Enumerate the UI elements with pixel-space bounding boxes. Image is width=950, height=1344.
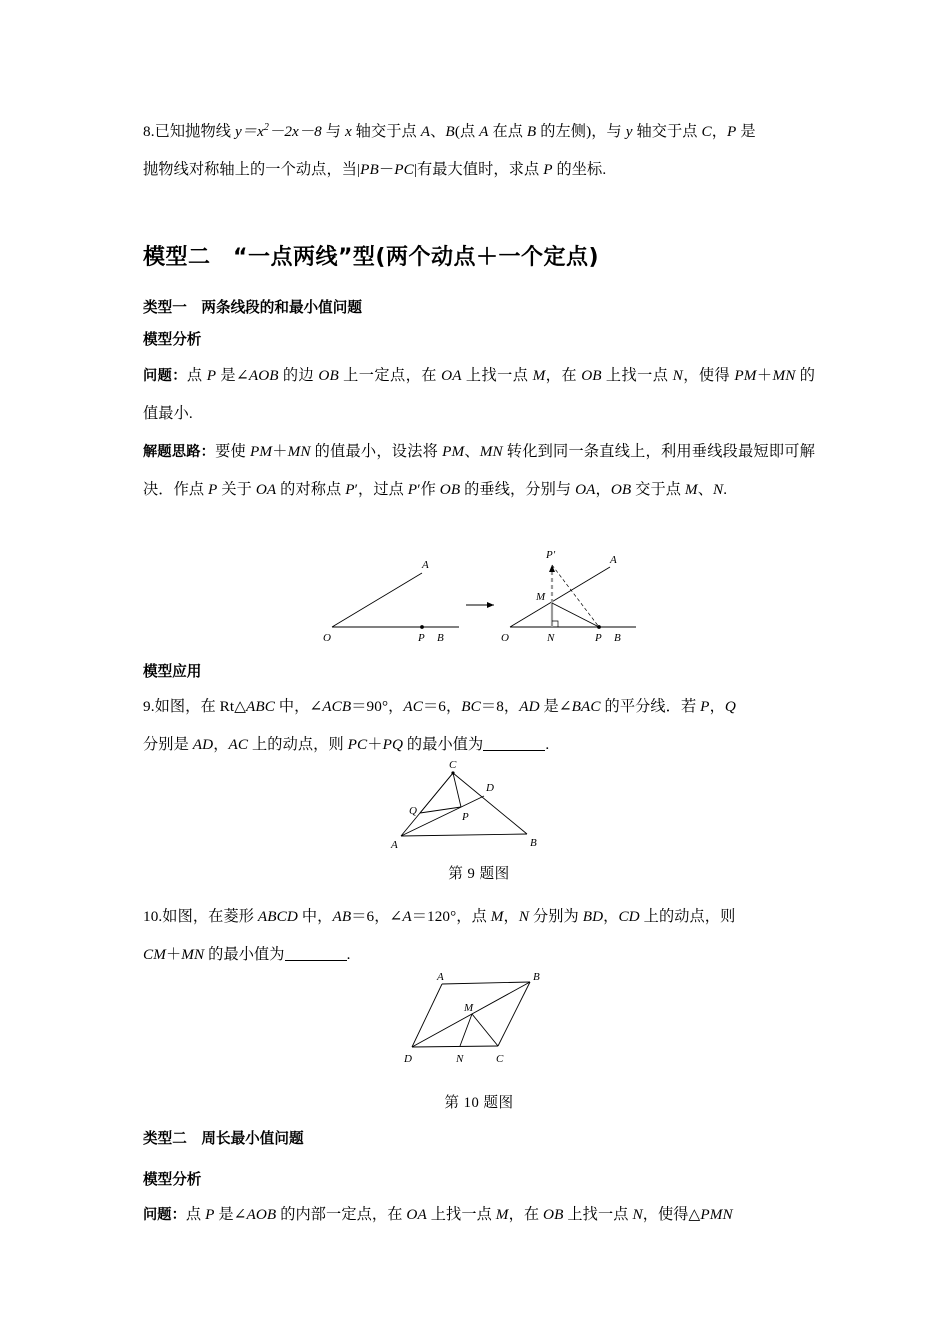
figure-9 — [143, 758, 815, 855]
problem-9-number: 9. — [143, 698, 155, 715]
fig10-side-bc — [498, 982, 530, 1046]
type-1-question: 问题：点 P 是∠AOB 的边 OB 上一定点，在 OA 上找一点 M，在 OB 上找一点 N，使得 PM＋MN 的值最小. — [143, 367, 815, 422]
fig10-label-d: D — [404, 1053, 412, 1065]
problem-8-block — [143, 113, 815, 189]
fig9-seg-qc — [420, 773, 453, 813]
figure-9-caption: 第 9 题图 — [448, 866, 510, 882]
type-1-solution: 解题思路：要使 PM＋MN 的值最小，设法将 PM、MN 转化到同一条直线上，利用垂线段最短即可解决．作点 P 关于 OA 的对称点 P′，过点 P′作 OB 的垂线，分别与 OA，OB 交于点 M、N. — [143, 443, 816, 498]
type-2-question: 问题：点 P 是∠AOB 的内部一定点，在 OA 上找一点 M，在 OB 上找一点 N，使得△PMN — [143, 1206, 733, 1223]
right-label-n: N — [547, 632, 555, 644]
fig10-diagonal-bd — [412, 982, 530, 1047]
right-label-o: O — [501, 632, 509, 644]
fig10-side-ab — [442, 982, 530, 984]
model-figure — [143, 545, 815, 650]
fig10-side-da — [412, 984, 442, 1047]
right-label-pprime: P′ — [546, 549, 556, 561]
problem-8-equation: $y=x^2-2x-8$ — [234, 121, 322, 140]
problem-8-number: 8. — [143, 123, 155, 140]
fig10-side-cd — [412, 1046, 498, 1047]
problem-8-text-a: 已知抛物线 — [154, 123, 235, 140]
figure-10-caption: 第 10 题图 — [444, 1095, 514, 1111]
problem-10-line-2: CM＋MN 的最小值为 . — [143, 946, 351, 963]
fig10-seg-mc — [472, 1014, 498, 1046]
type-2-heading: 类型二 周长最小值问题 — [143, 1130, 304, 1147]
left-point-p — [420, 625, 424, 629]
right-seg-pprime-p — [552, 565, 599, 627]
problem-8-line-2: 抛物线对称轴上的一个动点，当|PB－PC|有最大值时，求点 P 的坐标. — [143, 161, 607, 178]
pprime-arrowhead — [549, 565, 555, 572]
fig10-label-a: A — [437, 971, 444, 983]
right-label-a: A — [610, 554, 617, 566]
left-ray-oa — [332, 573, 422, 627]
model-analysis-heading: 模型分析 — [143, 331, 202, 348]
fig9-label-b: B — [530, 837, 537, 849]
left-label-b: B — [437, 632, 444, 644]
problem-8-text-b: 与 x 轴交于点 A、B(点 A 在点 B 的左侧)，与 y 轴交于点 C，P 是 — [321, 123, 756, 140]
fig9-label-c: C — [449, 759, 457, 771]
fig9-label-d: D — [486, 782, 494, 794]
problem-9-line-1: 9.如图，在 Rt△ABC 中，∠ACB＝90°，AC＝6，BC＝8，AD 是∠BAC 的平分线．若 P，Q — [143, 698, 736, 715]
left-label-a: A — [422, 559, 429, 571]
transform-arrow — [466, 602, 494, 608]
right-seg-mp — [552, 603, 599, 627]
fig9-label-a: A — [391, 839, 398, 850]
answer-blank-9[interactable] — [483, 735, 545, 751]
right-point-p — [597, 625, 601, 629]
type-2-question-block — [143, 1196, 815, 1234]
model-heading: 模型二 “一点两线”型(两个动点＋一个定点) — [143, 245, 600, 270]
problem-9-line-2: 分别是 AD，AC 上的动点，则 PC＋PQ 的最小值为 . — [143, 736, 550, 753]
fig10-label-b: B — [533, 971, 540, 983]
figure-9-svg — [389, 758, 569, 850]
right-label-m: M — [536, 591, 546, 603]
left-label-o: O — [323, 632, 331, 644]
right-label-p: P — [595, 632, 602, 644]
question-label: 问题： — [143, 368, 187, 384]
problem-10-block — [143, 898, 815, 974]
model-figure-svg — [314, 545, 644, 645]
type-2-analysis-heading: 模型分析 — [143, 1171, 202, 1188]
type-1-solution-block — [143, 433, 815, 509]
figure-10-svg — [394, 970, 564, 1070]
model-application-heading: 模型应用 — [143, 663, 202, 680]
answer-blank-10[interactable] — [285, 945, 347, 961]
left-label-p: P — [418, 632, 425, 644]
fig10-label-c: C — [496, 1053, 504, 1065]
fig9-label-q: Q — [409, 805, 417, 817]
problem-8-line-1 — [143, 113, 815, 151]
fig9-point-c — [451, 771, 454, 774]
fig10-label-m: M — [464, 1002, 474, 1014]
problem-9-block — [143, 688, 815, 764]
problem-10-number: 10. — [143, 908, 163, 925]
fig9-label-p: P — [462, 811, 469, 823]
solution-label: 解题思路： — [143, 444, 216, 460]
right-label-b: B — [614, 632, 621, 644]
fig9-side-ab — [401, 834, 527, 836]
fig10-seg-mn — [460, 1014, 472, 1046]
type-2-question-label: 问题： — [143, 1207, 186, 1223]
fig10-label-n: N — [456, 1053, 464, 1065]
type-1-heading: 类型一 两条线段的和最小值问题 — [143, 299, 362, 316]
type-1-question-block — [143, 357, 815, 433]
figure-10 — [143, 970, 815, 1075]
problem-10-line-1: 10.如图，在菱形 ABCD 中，AB＝6，∠A＝120°，点 M，N 分别为 BD，CD 上的动点，则 — [143, 908, 736, 925]
